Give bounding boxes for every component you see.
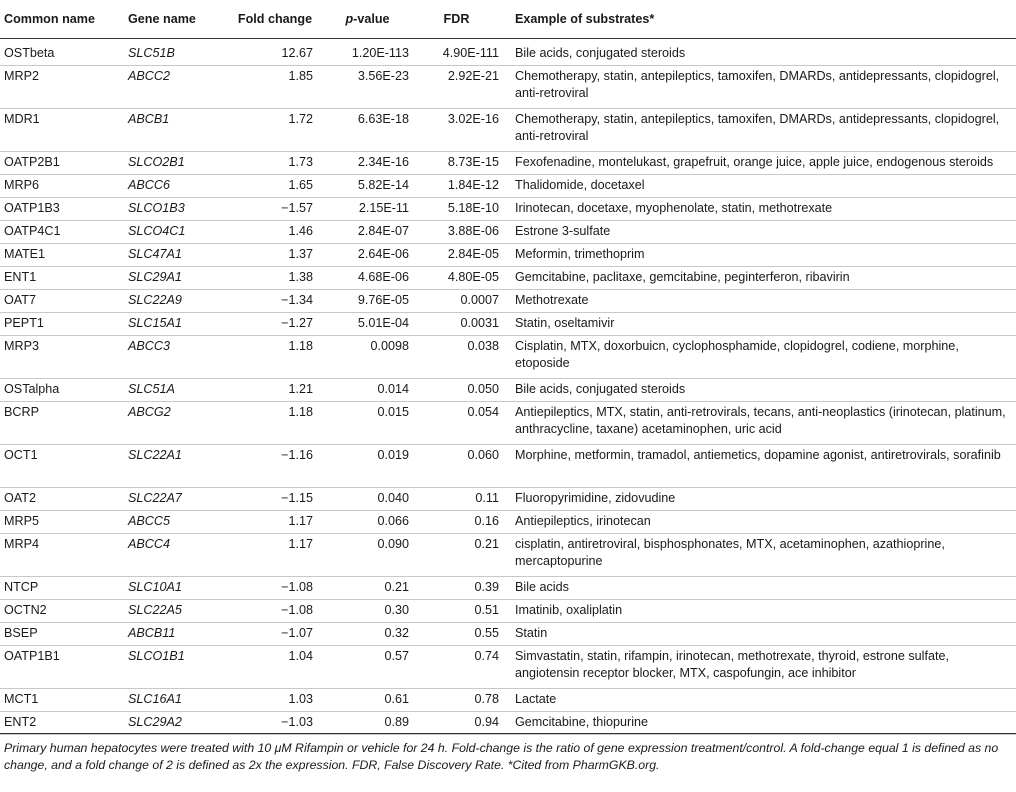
- cell-fdr: 1.84E-12: [412, 175, 501, 198]
- cell-p-value: 0.066: [323, 511, 412, 534]
- header-p-rest: -value: [353, 12, 390, 26]
- header-p-italic: p: [345, 12, 354, 26]
- cell-gene-name: ABCC3: [124, 336, 227, 379]
- cell-gene-name: SLC29A2: [124, 712, 227, 735]
- cell-fold-change: −1.27: [227, 313, 323, 336]
- cell-p-value: 0.61: [323, 689, 412, 712]
- cell-fold-change: −1.57: [227, 198, 323, 221]
- cell-p-value: 2.84E-07: [323, 221, 412, 244]
- cell-fdr: 0.16: [412, 511, 501, 534]
- cell-substrates: Bile acids: [501, 577, 1016, 600]
- table-row: [0, 712, 1016, 735]
- cell-common-name: NTCP: [0, 577, 124, 600]
- cell-common-name: OAT7: [0, 290, 124, 313]
- cell-fold-change: 12.67: [227, 39, 323, 66]
- table-row: [0, 109, 1016, 152]
- cell-substrates: Antiepileptics, irinotecan: [501, 511, 1016, 534]
- cell-substrates: Lactate: [501, 689, 1016, 712]
- cell-gene-name: SLCO1B3: [124, 198, 227, 221]
- table-row: [0, 267, 1016, 290]
- cell-common-name: MDR1: [0, 109, 124, 152]
- cell-p-value: 2.15E-11: [323, 198, 412, 221]
- cell-p-value: 0.30: [323, 600, 412, 623]
- cell-p-value: 3.56E-23: [323, 66, 412, 109]
- cell-gene-name: ABCC2: [124, 66, 227, 109]
- cell-gene-name: SLCO4C1: [124, 221, 227, 244]
- table-row: [0, 623, 1016, 646]
- table-row: [0, 445, 1016, 488]
- cell-substrates: Gemcitabine, paclitaxe, gemcitabine, peginterferon, ribavirin: [501, 267, 1016, 290]
- cell-p-value: 4.68E-06: [323, 267, 412, 290]
- cell-common-name: OCT1: [0, 445, 124, 488]
- table-row: [0, 379, 1016, 402]
- cell-substrates: Bile acids, conjugated steroids: [501, 379, 1016, 402]
- cell-fdr: 0.0007: [412, 290, 501, 313]
- cell-common-name: OATP2B1: [0, 152, 124, 175]
- cell-p-value: 0.015: [323, 402, 412, 445]
- cell-gene-name: SLC22A7: [124, 488, 227, 511]
- cell-p-value: 1.20E-113: [323, 39, 412, 66]
- cell-gene-name: SLCO1B1: [124, 646, 227, 689]
- table-row: [0, 152, 1016, 175]
- cell-common-name: OAT2: [0, 488, 124, 511]
- cell-gene-name: SLC22A1: [124, 445, 227, 488]
- cell-common-name: OATP1B1: [0, 646, 124, 689]
- cell-fdr: 0.21: [412, 534, 501, 577]
- cell-substrates: Antiepileptics, MTX, statin, anti-retrovirals, tecans, anti-neoplastics (irinotecan, platinum, anthracycline, taxane) acetaminophen, uric acid: [501, 402, 1016, 445]
- cell-fdr: 3.88E-06: [412, 221, 501, 244]
- cell-substrates: Thalidomide, docetaxel: [501, 175, 1016, 198]
- cell-substrates: Methotrexate: [501, 290, 1016, 313]
- cell-common-name: MRP4: [0, 534, 124, 577]
- cell-fold-change: −1.08: [227, 577, 323, 600]
- cell-fdr: 4.80E-05: [412, 267, 501, 290]
- cell-substrates: Statin: [501, 623, 1016, 646]
- cell-gene-name: ABCC5: [124, 511, 227, 534]
- cell-substrates: Simvastatin, statin, rifampin, irinotecan, methotrexate, thyroid, estrone sulfate, angiotensin receptor blocker, MTX, caspofungin, ace inhibitor: [501, 646, 1016, 689]
- cell-p-value: 0.090: [323, 534, 412, 577]
- cell-p-value: 2.64E-06: [323, 244, 412, 267]
- cell-common-name: ENT2: [0, 712, 124, 735]
- header-gene-name: Gene name: [124, 0, 227, 39]
- cell-gene-name: SLC51A: [124, 379, 227, 402]
- cell-substrates: Statin, oseltamivir: [501, 313, 1016, 336]
- cell-fdr: 0.94: [412, 712, 501, 735]
- cell-fold-change: 1.18: [227, 402, 323, 445]
- cell-gene-name: ABCB11: [124, 623, 227, 646]
- cell-p-value: 0.89: [323, 712, 412, 735]
- cell-fold-change: 1.17: [227, 534, 323, 577]
- cell-common-name: MRP5: [0, 511, 124, 534]
- cell-fold-change: −1.07: [227, 623, 323, 646]
- cell-fdr: 0.060: [412, 445, 501, 488]
- table-row: [0, 313, 1016, 336]
- table-row: [0, 175, 1016, 198]
- cell-common-name: PEPT1: [0, 313, 124, 336]
- cell-common-name: BSEP: [0, 623, 124, 646]
- cell-substrates: Chemotherapy, statin, antepileptics, tamoxifen, DMARDs, antidepressants, clopidogrel, anti-retroviral: [501, 66, 1016, 109]
- cell-fdr: 0.74: [412, 646, 501, 689]
- cell-fdr: 0.51: [412, 600, 501, 623]
- cell-fold-change: 1.85: [227, 66, 323, 109]
- table-row: [0, 600, 1016, 623]
- table-row: [0, 689, 1016, 712]
- cell-gene-name: SLC10A1: [124, 577, 227, 600]
- header-substrates: Example of substrates*: [501, 0, 1016, 39]
- table-row: [0, 221, 1016, 244]
- cell-fold-change: −1.15: [227, 488, 323, 511]
- cell-common-name: OSTalpha: [0, 379, 124, 402]
- cell-substrates: Fluoropyrimidine, zidovudine: [501, 488, 1016, 511]
- cell-common-name: OCTN2: [0, 600, 124, 623]
- table-row: [0, 66, 1016, 109]
- table-row: [0, 402, 1016, 445]
- table-row: [0, 488, 1016, 511]
- cell-gene-name: SLC47A1: [124, 244, 227, 267]
- cell-fold-change: −1.03: [227, 712, 323, 735]
- table-footnote: Primary human hepatocytes were treated with 10 μM Rifampin or vehicle for 24 h. Fold-change is the ratio of gene expression treatment/control. A fold-change equal 1 is defined as no change, and a fold change of 2 is defined as 2x the expression. FDR, False Discovery Rate. *Cited from PharmGKB.org.: [4, 741, 999, 772]
- cell-gene-name: ABCG2: [124, 402, 227, 445]
- cell-p-value: 6.63E-18: [323, 109, 412, 152]
- cell-fold-change: 1.38: [227, 267, 323, 290]
- cell-fdr: 0.78: [412, 689, 501, 712]
- cell-common-name: OSTbeta: [0, 39, 124, 66]
- cell-gene-name: SLC22A9: [124, 290, 227, 313]
- cell-fdr: 0.038: [412, 336, 501, 379]
- cell-fdr: 4.90E-111: [412, 39, 501, 66]
- cell-p-value: 0.014: [323, 379, 412, 402]
- cell-fold-change: 1.18: [227, 336, 323, 379]
- cell-fold-change: 1.21: [227, 379, 323, 402]
- cell-fold-change: 1.03: [227, 689, 323, 712]
- table-row: [0, 244, 1016, 267]
- cell-substrates: Morphine, metformin, tramadol, antiemetics, dopamine agonist, antiretrovirals, sorafinib: [501, 445, 1016, 488]
- cell-fdr: 0.050: [412, 379, 501, 402]
- cell-fdr: 3.02E-16: [412, 109, 501, 152]
- table-row: [0, 290, 1016, 313]
- cell-fdr: 0.054: [412, 402, 501, 445]
- cell-p-value: 0.0098: [323, 336, 412, 379]
- table-bottom-rule: [0, 733, 1016, 734]
- cell-fold-change: 1.17: [227, 511, 323, 534]
- cell-gene-name: SLC22A5: [124, 600, 227, 623]
- cell-fold-change: −1.34: [227, 290, 323, 313]
- table-row: [0, 577, 1016, 600]
- header-fold-change: Fold change: [227, 0, 323, 39]
- cell-substrates: Fexofenadine, montelukast, grapefruit, orange juice, apple juice, endogenous steroids: [501, 152, 1016, 175]
- cell-fdr: 2.84E-05: [412, 244, 501, 267]
- cell-fold-change: 1.04: [227, 646, 323, 689]
- table-body: [0, 39, 1016, 735]
- cell-fold-change: −1.16: [227, 445, 323, 488]
- cell-fold-change: 1.37: [227, 244, 323, 267]
- header-common-name: Common name: [0, 0, 124, 39]
- cell-substrates: Imatinib, oxaliplatin: [501, 600, 1016, 623]
- cell-p-value: 0.040: [323, 488, 412, 511]
- cell-substrates: Bile acids, conjugated steroids: [501, 39, 1016, 66]
- cell-gene-name: ABCC4: [124, 534, 227, 577]
- cell-fdr: 0.0031: [412, 313, 501, 336]
- cell-p-value: 5.82E-14: [323, 175, 412, 198]
- cell-fdr: 0.11: [412, 488, 501, 511]
- cell-fdr: 0.39: [412, 577, 501, 600]
- cell-fdr: 5.18E-10: [412, 198, 501, 221]
- cell-common-name: MRP6: [0, 175, 124, 198]
- cell-gene-name: ABCC6: [124, 175, 227, 198]
- cell-substrates: Irinotecan, docetaxe, myophenolate, statin, methotrexate: [501, 198, 1016, 221]
- cell-p-value: 0.32: [323, 623, 412, 646]
- cell-substrates: Cisplatin, MTX, doxorbuicn, cyclophosphamide, clopidogrel, codiene, morphine, etoposide: [501, 336, 1016, 379]
- cell-substrates: cisplatin, antiretroviral, bisphosphonates, MTX, acetaminophen, azathioprine, mercaptopurine: [501, 534, 1016, 577]
- cell-p-value: 0.57: [323, 646, 412, 689]
- cell-fold-change: 1.46: [227, 221, 323, 244]
- cell-gene-name: SLC16A1: [124, 689, 227, 712]
- cell-common-name: MCT1: [0, 689, 124, 712]
- cell-common-name: OATP4C1: [0, 221, 124, 244]
- header-p-value: [323, 0, 412, 39]
- cell-fold-change: 1.72: [227, 109, 323, 152]
- cell-gene-name: SLC15A1: [124, 313, 227, 336]
- table-row: [0, 534, 1016, 577]
- cell-substrates: Estrone 3-sulfate: [501, 221, 1016, 244]
- cell-fdr: 8.73E-15: [412, 152, 501, 175]
- cell-gene-name: SLC29A1: [124, 267, 227, 290]
- cell-common-name: BCRP: [0, 402, 124, 445]
- cell-common-name: MRP3: [0, 336, 124, 379]
- cell-fdr: 2.92E-21: [412, 66, 501, 109]
- cell-common-name: ENT1: [0, 267, 124, 290]
- cell-gene-name: SLCO2B1: [124, 152, 227, 175]
- cell-gene-name: SLC51B: [124, 39, 227, 66]
- cell-p-value: 0.21: [323, 577, 412, 600]
- cell-substrates: Gemcitabine, thiopurine: [501, 712, 1016, 735]
- header-fdr: FDR: [412, 0, 501, 39]
- cell-common-name: OATP1B3: [0, 198, 124, 221]
- cell-p-value: 9.76E-05: [323, 290, 412, 313]
- cell-p-value: 5.01E-04: [323, 313, 412, 336]
- cell-gene-name: ABCB1: [124, 109, 227, 152]
- header-row: [0, 0, 1016, 39]
- table-row: [0, 511, 1016, 534]
- table-row: [0, 336, 1016, 379]
- table-row: [0, 198, 1016, 221]
- cell-fold-change: 1.73: [227, 152, 323, 175]
- cell-common-name: MATE1: [0, 244, 124, 267]
- table-row: [0, 39, 1016, 66]
- table-row: [0, 646, 1016, 689]
- cell-common-name: MRP2: [0, 66, 124, 109]
- cell-substrates: Chemotherapy, statin, antepileptics, tamoxifen, DMARDs, antidepressants, clopidogrel, anti-retroviral: [501, 109, 1016, 152]
- cell-fold-change: 1.65: [227, 175, 323, 198]
- cell-fold-change: −1.08: [227, 600, 323, 623]
- cell-p-value: 2.34E-16: [323, 152, 412, 175]
- cell-substrates: Meformin, trimethoprim: [501, 244, 1016, 267]
- cell-fdr: 0.55: [412, 623, 501, 646]
- cell-p-value: 0.019: [323, 445, 412, 488]
